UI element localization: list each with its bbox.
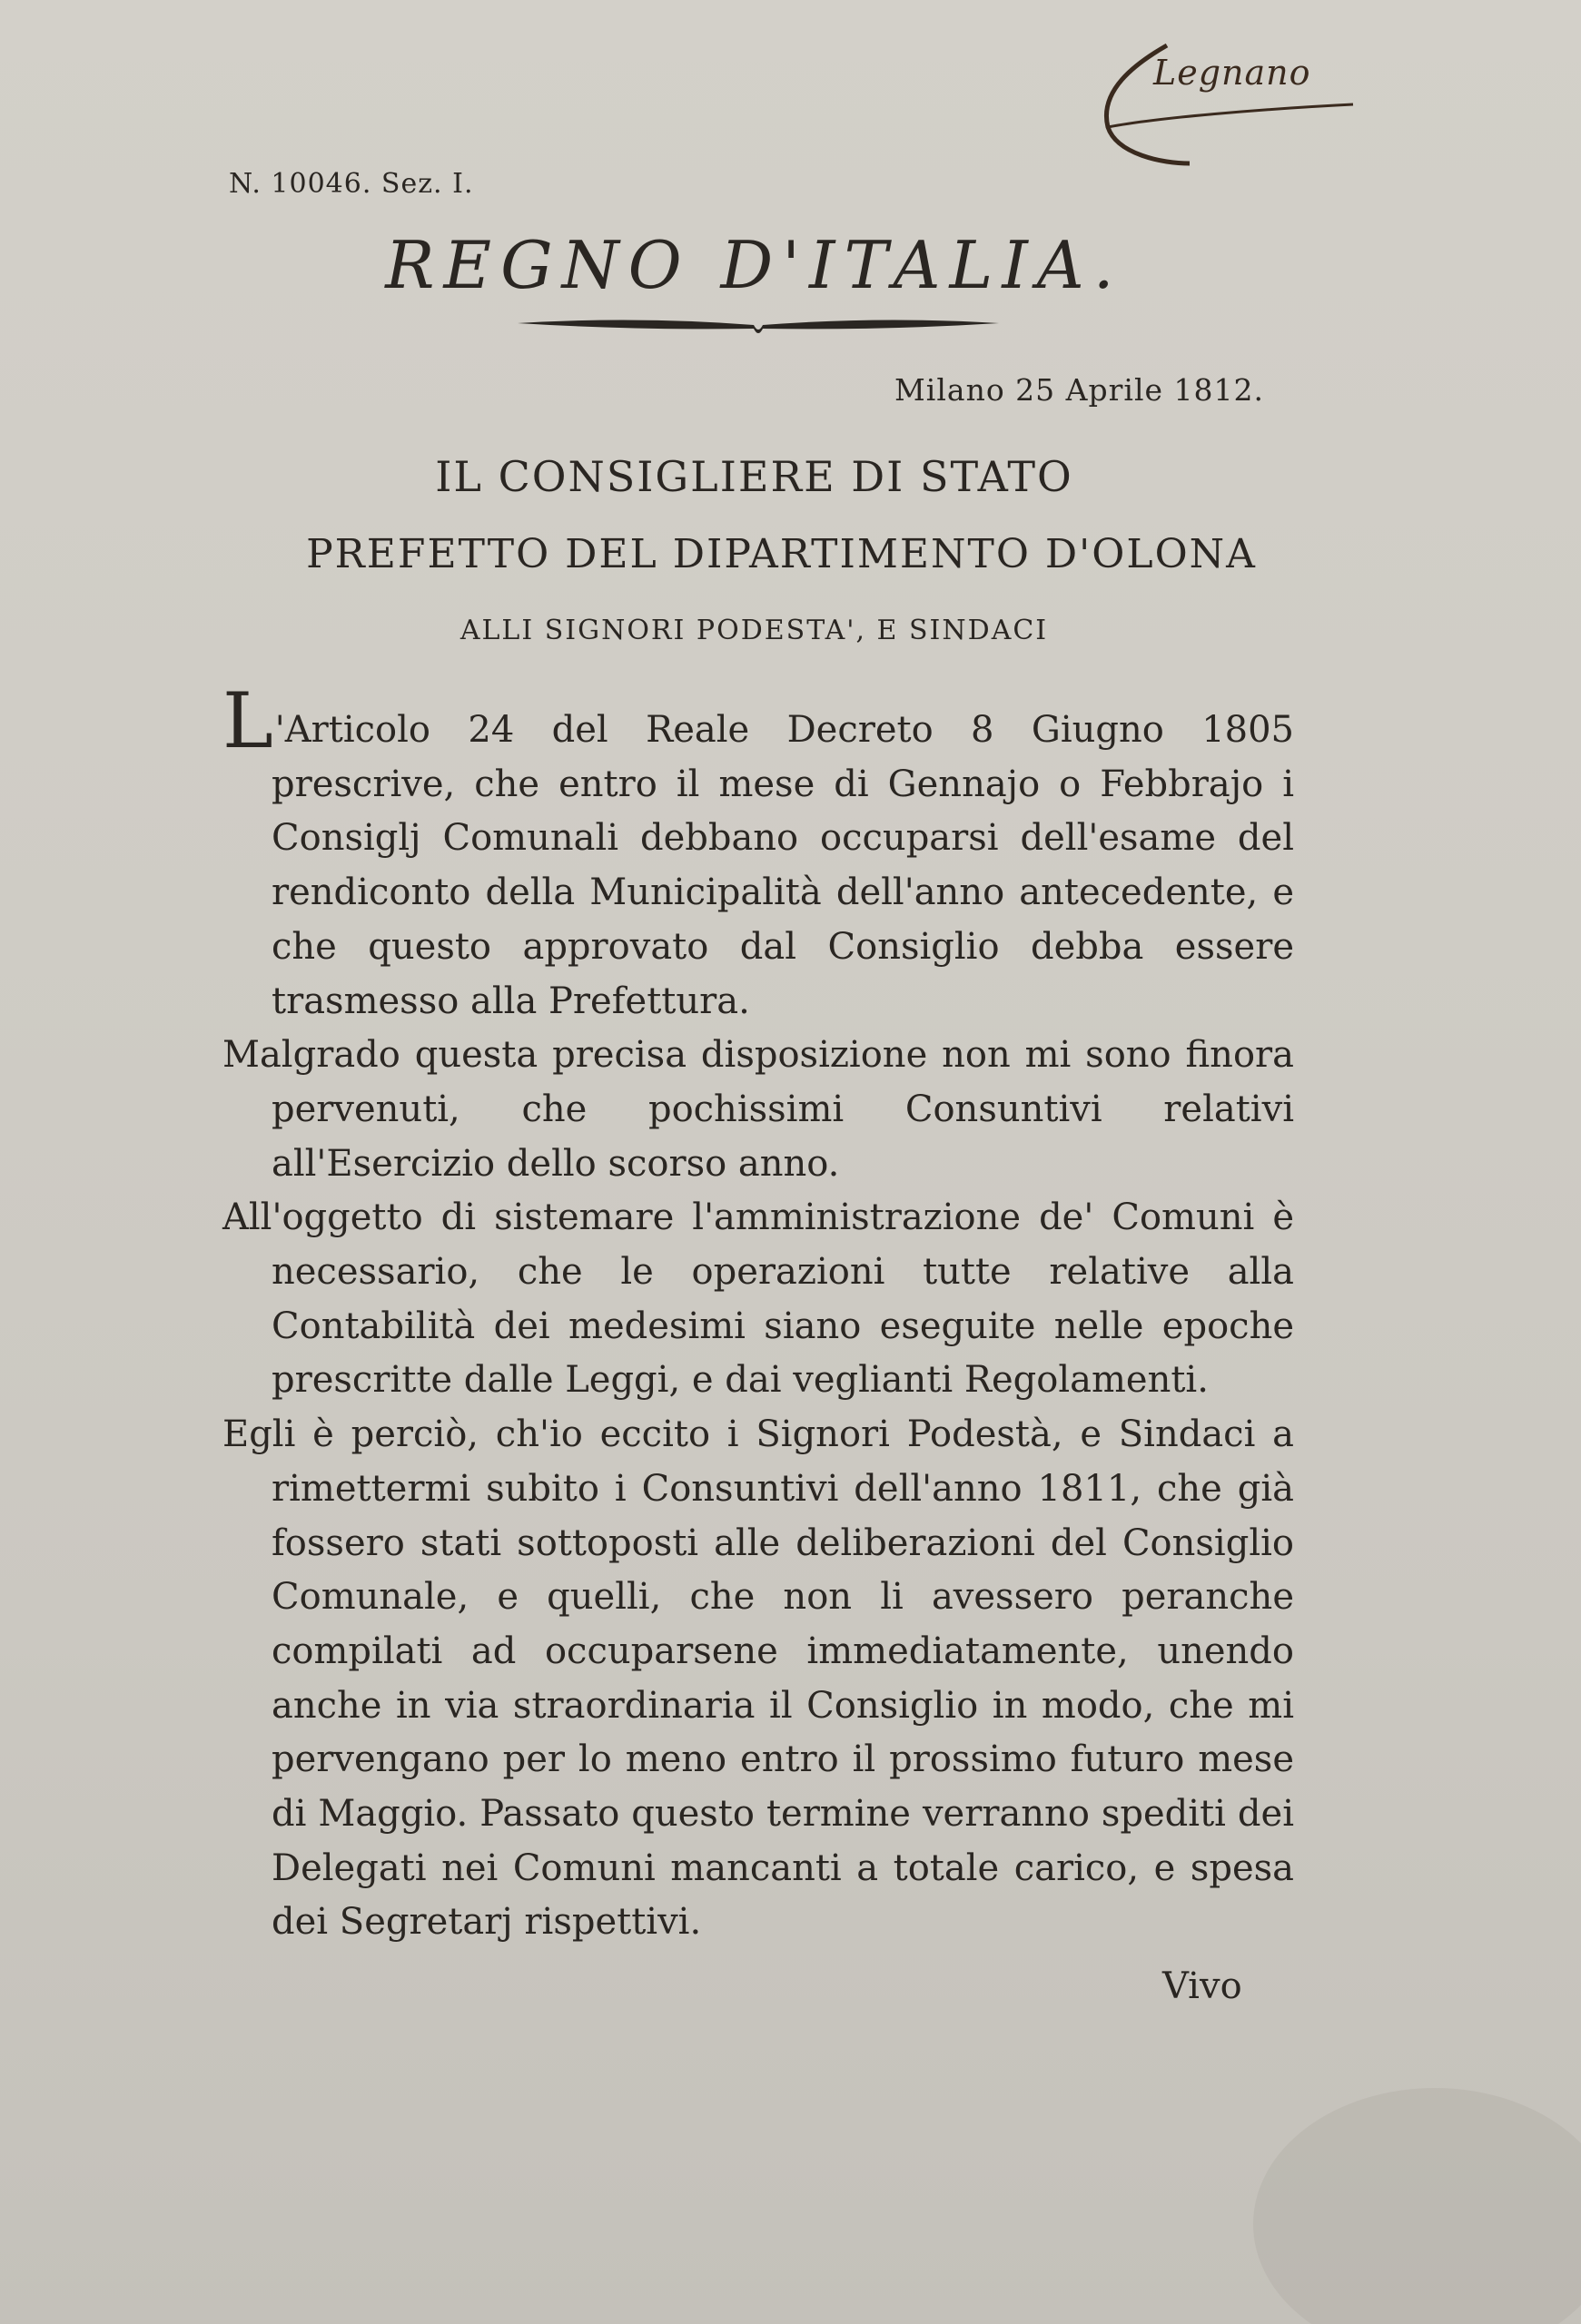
- title-ornament: [509, 305, 1008, 341]
- document-title: REGNO D'ITALIA.: [385, 227, 1123, 303]
- heading-prefect: PREFETTO DEL DIPARTIMENTO D'OLONA: [306, 531, 1257, 577]
- paragraph-4: Egli è perciò, ch'io eccito i Signori Podestà, e Sindaci a rimettermi subito i Consuntivi dell'anno 1811, che già fossero stati sottoposti alle deliberazioni del Consiglio Comunale, e quelli, che non li avessero peranche compilati ad occuparsene immediatamente, unendo anche in via straordinaria il Consiglio in modo, che mi pervengano per lo meno entro il prossimo futuro mese di Maggio. Passato questo termine verranno spediti dei Delegati nei Comuni mancanti a totale carico, e spesa dei Segretarj rispettivi.: [222, 1413, 1294, 1944]
- heading-councillor: IL CONSIGLIERE DI STATO: [435, 452, 1073, 501]
- paragraph-1-text: 'Articolo 24 del Reale Decreto 8 Giugno 1805 prescrive, che entro il mese di Gennajo o Febbrajo i Consiglj Comunali debbano occuparsi dell'esame del rendiconto della Municipalità dell'anno antecedente, e che questo approvato dal Consiglio debba essere trasmesso alla Prefettura.: [272, 709, 1294, 1022]
- drop-cap: L: [222, 676, 273, 765]
- reference-number: N. 10046. Sez. I.: [229, 168, 474, 200]
- document-date: Milano 25 Aprile 1812.: [894, 372, 1264, 408]
- paragraph-1: [222, 676, 1294, 1029]
- heading-addressees: ALLI SIGNORI PODESTA', E SINDACI: [459, 615, 1049, 646]
- paper-stain: [1253, 2088, 1581, 2324]
- paragraph-3: All'oggetto di sistemare l'amministrazione de' Comuni è necessario, che le operazioni tutte relative alla Contabilità dei medesimi siano eseguite nelle epoche prescritte dalle Leggi, e dai veglianti Regolamenti.: [222, 1196, 1294, 1402]
- handwritten-signature: [1081, 27, 1426, 191]
- document-body: [222, 676, 1294, 1950]
- paragraph-2: Malgrado questa precisa disposizione non mi sono finora pervenuti, che pochissimi Consuntivi relativi all'Esercizio dello scorso anno.: [222, 1034, 1294, 1185]
- catchword: Vivo: [1162, 1965, 1242, 2007]
- signature-text: Legnano: [1153, 53, 1311, 93]
